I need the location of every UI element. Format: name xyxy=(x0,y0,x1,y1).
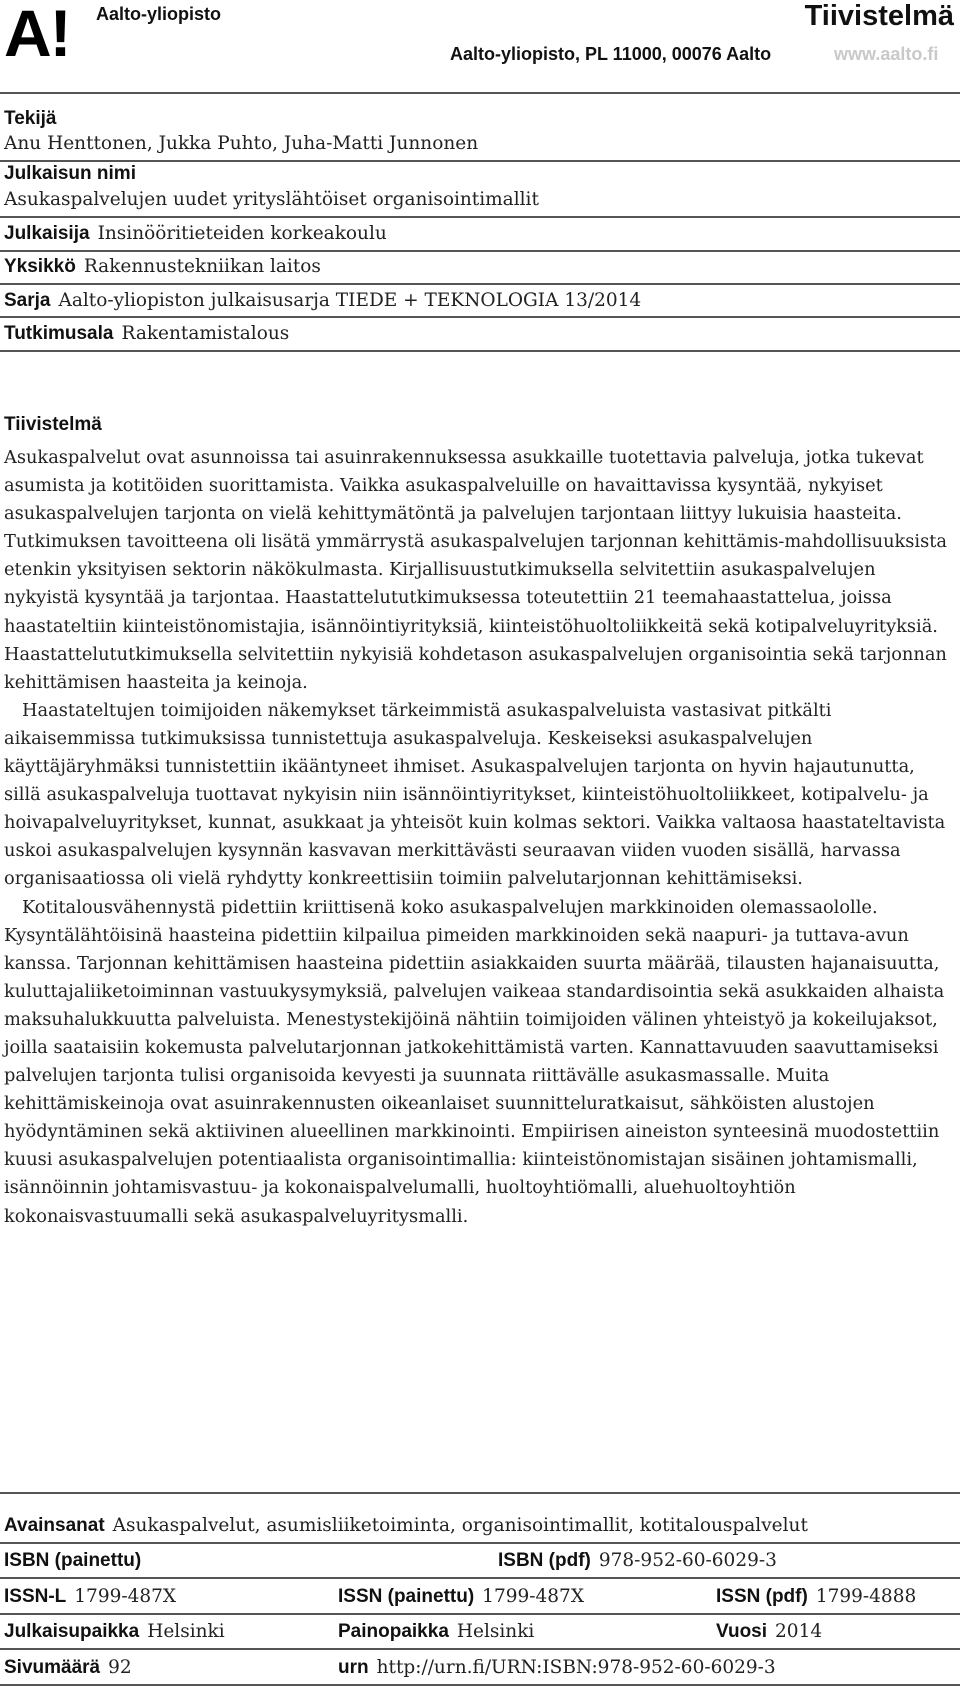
divider xyxy=(0,1577,960,1579)
issn-l-label: ISSN-L xyxy=(4,1586,67,1607)
university-address: Aalto-yliopisto, PL 11000, 00076 Aalto xyxy=(450,44,772,64)
issn-pdf-value: 1799-4888 xyxy=(815,1586,917,1607)
keywords-value: Asukaspalvelut, asumisliiketoiminta, organisointimallit, kotitalouspalvelut xyxy=(112,1515,808,1536)
author-label-row xyxy=(4,108,960,130)
page-count-value: 92 xyxy=(108,1657,132,1678)
keywords-row xyxy=(4,1515,960,1537)
abstract-paragraph: Kotitalousvähennystä pidettiin kriittisenä koko asukaspalvelujen markkinoiden olemassaololle. Kysyntälähtöisinä haasteina pidettiin kilpailua pimeiden markkinoiden sekä naapuri- ja tuttava-avun kanssa. Tarjonnan kehittämisen haasteina pidettiin asiakkaiden suurta määrää, tilausten hajanaisuutta, kuluttajaliiketoiminnan vastuukysymyksiä, palvelujen vaikeaa standardisointia sekä asukkaiden alhaista maksuhalukkuutta palveluista. Menestystekijöinä nähtiin toimijoiden välinen yhteistyö ja kokeilujaksot, joilla saataisiin kokemusta palvelutarjonnan jatkokehittämistä varten. Kannattavuuden saavuttamiseksi palvelujen tarjonta tulisi organisoida kevyesti ja suunnata riittävälle asukasmassalle. Muita kehittämiskeinoja ovat asuinrakennusten oikeanlaiset suunnitteluratkaisut, sähköisten alustojen hyödyntäminen sekä aktiivinen alueellinen markkinointi. Empiirisen aineiston synteesinä muodostettiin kuusi asukaspalvelujen potentiaalista organisointimallia: kiinteistönomistajan sisäinen johtamismalli, isännöinnin johtamisvastuu- ja kokonaispalvelumalli, huoltoyhtiömalli, aluehuoltoyhtiön kokonaisvastuumalli sekä asukaspalveluyritysmalli. xyxy=(4,896,945,1227)
divider xyxy=(0,1542,960,1544)
print-place-value: Helsinki xyxy=(456,1621,535,1642)
divider xyxy=(0,316,960,318)
issn-pdf-cell xyxy=(716,1586,916,1608)
title-label-row xyxy=(4,163,960,185)
field-row xyxy=(4,323,960,345)
document-type: Tiivistelmä xyxy=(804,0,954,32)
isbn-pdf-cell xyxy=(498,1550,777,1572)
issn-pdf-label: ISSN (pdf) xyxy=(716,1586,808,1607)
research-field-label: Tutkimusala xyxy=(4,323,114,344)
isbn-print-cell xyxy=(4,1550,149,1572)
page-header xyxy=(0,0,960,80)
publisher-label: Julkaisija xyxy=(4,223,90,244)
keywords-label: Avainsanat xyxy=(4,1515,105,1536)
divider xyxy=(0,250,960,252)
urn-cell xyxy=(338,1657,776,1679)
print-place-cell xyxy=(338,1621,534,1643)
publication-place-cell xyxy=(4,1621,225,1643)
unit-row xyxy=(4,256,960,278)
author-value: Anu Henttonen, Jukka Puhto, Juha-Matti Junnonen xyxy=(4,133,479,154)
publisher-value: Insinööritieteiden korkeakoulu xyxy=(97,223,387,244)
publication-title-value: Asukaspalvelujen uudet yrityslähtöiset organisointimallit xyxy=(4,189,539,210)
website-link[interactable]: www.aalto.fi xyxy=(834,44,939,64)
publisher-row xyxy=(4,223,960,245)
abstract-body xyxy=(4,444,956,1231)
urn-value[interactable]: http://urn.fi/URN:ISBN:978-952-60-6029-3 xyxy=(376,1657,776,1678)
unit-label: Yksikkö xyxy=(4,256,76,277)
university-name: Aalto-yliopisto xyxy=(96,4,221,24)
abstract-paragraph: Haastateltujen toimijoiden näkemykset tärkeimmistä asukaspalveluista vastasivat pitkälti aikaisemmissa tutkimuksissa tunnistettuja asukaspalveluja. Keskeiseksi asukaspalvelujen käyttäjäryhmäksi tunnistettiin ikääntyneet ihmiset. Asukaspalvelujen tarjonta on hyvin hajautunutta, sillä asukaspalveluja tuottavat nykyisin niin isännöintiyritykset, kiinteistöhuoltoliikkeet, kotipalvelu- ja hoivapalveluyritykset, kunnat, asukkaat ja yhteisöt kuin kolmas sektori. Vaikka valtaosa haastateltavista uskoi asukaspalvelujen kysynnän kasvavan merkittävästi seuraavan viiden vuoden sisällä, harvassa organisaatiossa oli vielä ryhdytty konkreettisiin toimiin palvelutarjonnan kehittämiseksi. xyxy=(4,699,946,890)
divider xyxy=(0,92,960,94)
divider xyxy=(0,1492,960,1494)
research-field-value: Rakentamistalous xyxy=(121,323,290,344)
divider xyxy=(0,283,960,285)
issn-l-value: 1799-487X xyxy=(74,1586,177,1607)
issn-l-cell xyxy=(4,1586,176,1608)
publication-place-value: Helsinki xyxy=(147,1621,225,1642)
series-value: Aalto-yliopiston julkaisusarja TIEDE + TEKNOLOGIA 13/2014 xyxy=(58,290,642,311)
issn-print-cell xyxy=(338,1586,584,1608)
aalto-logo: A! xyxy=(4,0,70,70)
divider xyxy=(0,1684,960,1686)
divider xyxy=(0,1648,960,1650)
isbn-print-label: ISBN (painettu) xyxy=(4,1550,142,1571)
page-count-cell xyxy=(4,1657,132,1679)
author-label: Tekijä xyxy=(4,108,57,129)
series-row xyxy=(4,290,960,312)
divider xyxy=(0,160,960,162)
author-value-row xyxy=(4,133,960,154)
year-label: Vuosi xyxy=(716,1621,768,1642)
urn-label: urn xyxy=(338,1657,369,1678)
year-value: 2014 xyxy=(775,1621,823,1642)
publication-place-label: Julkaisupaikka xyxy=(4,1621,140,1642)
series-label: Sarja xyxy=(4,290,51,311)
issn-print-label: ISSN (painettu) xyxy=(338,1586,475,1607)
publication-title-label: Julkaisun nimi xyxy=(4,163,136,184)
year-cell xyxy=(716,1621,822,1643)
unit-value: Rakennustekniikan laitos xyxy=(83,256,321,277)
divider xyxy=(0,216,960,218)
divider xyxy=(0,350,960,352)
page-count-label: Sivumäärä xyxy=(4,1657,101,1678)
issn-print-value: 1799-487X xyxy=(482,1586,584,1607)
isbn-pdf-label: ISBN (pdf) xyxy=(498,1550,591,1571)
title-value-row xyxy=(4,189,960,210)
abstract-heading: Tiivistelmä xyxy=(4,414,102,435)
abstract-paragraph: Asukaspalvelut ovat asunnoissa tai asuinrakennuksessa asukkaille tuotettavia palveluja, jotka tukevat asumista ja kotitöiden suorittamista. Vaikka asukaspalveluille on havaittavissa kysyntää, nykyiset asukaspalvelujen tarjonta on vielä kehittymätöntä ja palvelujen tarjontaan liittyy lukuisia haasteita. Tutkimuksen tavoitteena oli lisätä ymmärrystä asukaspalvelujen tarjonnan kehittämis-mahdollisuuksista etenkin yksityisen sektorin näkökulmasta. Kirjallisuustutkimuksella selvitettiin asukaspalvelujen nykyistä kysyntää ja tarjontaa. Haastattelututkimuksessa toteutettiin 21 teemahaastattelua, joissa haastateltiin kiinteistönomistajia, isännöintiyrityksiä, kiinteistöhuoltoliikkeitä sekä kotipalveluyrityksiä. Haastattelututkimuksella selvitettiin nykyisiä kohdetason asukaspalvelujen organisointia sekä tarjonnan kehittämisen haasteita ja keinoja. xyxy=(4,447,947,693)
divider xyxy=(0,1613,960,1615)
isbn-pdf-value: 978-952-60-6029-3 xyxy=(598,1550,777,1571)
print-place-label: Painopaikka xyxy=(338,1621,449,1642)
